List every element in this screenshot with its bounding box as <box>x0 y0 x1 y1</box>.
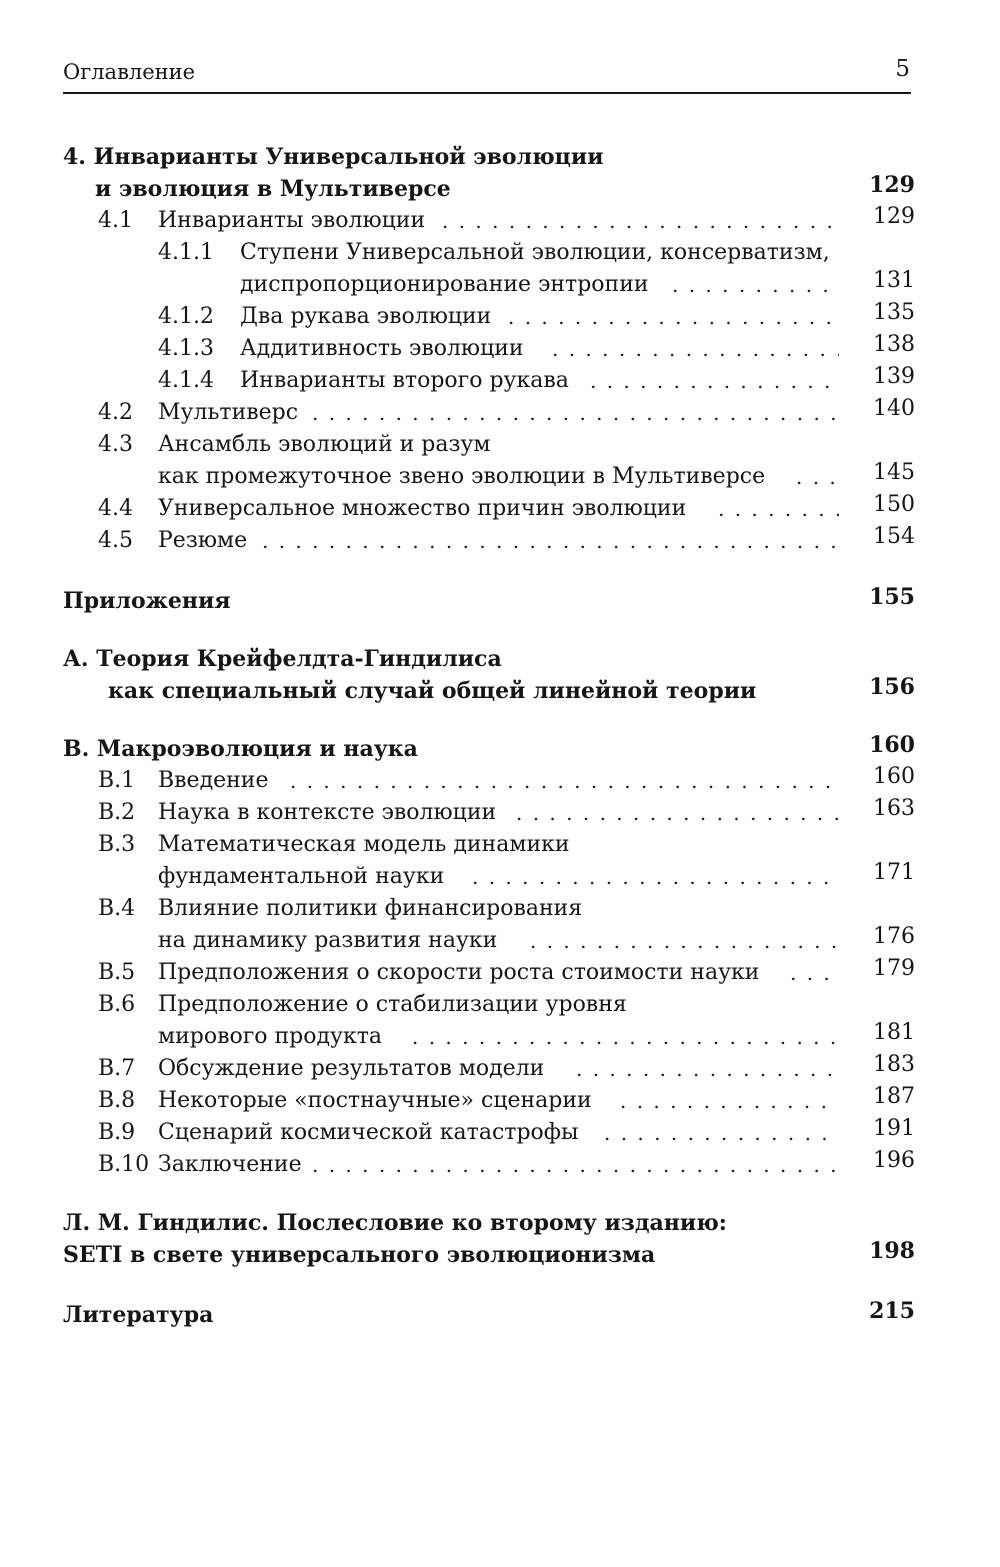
toc-b-8-leader <box>620 1086 839 1116</box>
toc-b-3-number: B.3 <box>98 832 136 857</box>
toc-4-4-page: 150 <box>873 492 915 517</box>
toc-4-1-4-leader <box>590 366 839 396</box>
toc-4-2-number: 4.2 <box>98 400 133 425</box>
literature-title: Литература <box>63 1302 214 1328</box>
toc-b-1-number: B.1 <box>98 768 136 793</box>
toc-4-1-1-title-line1: Ступени Универсальной эволюции, консерватизм, <box>240 240 830 265</box>
toc-4-1-page: 129 <box>873 204 915 229</box>
chapter-4-page: 129 <box>869 172 915 198</box>
toc-b-8-page: 187 <box>873 1084 915 1109</box>
appendix-b-title: B. Макроэволюция и наука <box>63 736 418 762</box>
toc-b-7-page: 183 <box>873 1052 915 1077</box>
toc-4-2-leader <box>312 398 839 428</box>
toc-b-1-title: Введение <box>158 768 269 793</box>
afterword-title-line1: Л. М. Гиндилис. Послесловие ко второму изданию: <box>63 1210 727 1236</box>
toc-4-1-2-page: 135 <box>873 300 915 325</box>
literature-page: 215 <box>869 1298 915 1324</box>
appendices-title: Приложения <box>63 588 231 614</box>
toc-4-1-1-page: 131 <box>873 268 915 293</box>
appendices-page: 155 <box>869 584 915 610</box>
running-header-page-number: 5 <box>895 56 910 82</box>
toc-b-8-number: B.8 <box>98 1088 136 1113</box>
toc-b-5-leader <box>790 958 839 988</box>
toc-b-10-page: 196 <box>873 1148 915 1173</box>
toc-4-1-3-number: 4.1.3 <box>158 336 214 361</box>
appendix-a-title-line1: А. Теория Крейфелдта-Гиндилиса <box>63 646 502 672</box>
toc-b-5-number: B.5 <box>98 960 136 985</box>
toc-b-2-number: B.2 <box>98 800 136 825</box>
toc-4-1-3-leader <box>552 334 839 364</box>
toc-4-3-page: 145 <box>873 460 915 485</box>
toc-4-2-title: Мультиверс <box>158 400 299 425</box>
toc-4-5-number: 4.5 <box>98 528 133 553</box>
toc-b-9-page: 191 <box>873 1116 915 1141</box>
toc-b-10-number: B.10 <box>98 1152 150 1177</box>
toc-b-6-title-line2: мирового продукта <box>158 1024 383 1049</box>
toc-b-4-leader <box>530 926 839 956</box>
toc-b-4-number: B.4 <box>98 896 136 921</box>
toc-b-2-page: 163 <box>873 796 915 821</box>
toc-b-3-title-line2: фундаментальной науки <box>158 864 445 889</box>
toc-4-1-1-title-line2: диспропорционирование энтропии <box>240 272 649 297</box>
toc-b-6-page: 181 <box>873 1020 915 1045</box>
afterword-title-line2: SETI в свете универсального эволюционизма <box>63 1242 656 1268</box>
toc-4-1-2-number: 4.1.2 <box>158 304 214 329</box>
toc-4-1-3-title: Аддитивность эволюции <box>240 336 524 361</box>
chapter-4-title-line2: и эволюция в Мультиверсе <box>95 176 451 202</box>
toc-b-10-title: Заключение <box>158 1152 302 1177</box>
toc-b-5-page: 179 <box>873 956 915 981</box>
appendix-b-page: 160 <box>869 732 915 758</box>
toc-b-3-leader <box>472 862 839 892</box>
toc-b-9-leader <box>604 1118 839 1148</box>
toc-4-1-1-leader <box>672 270 839 300</box>
toc-4-1-1-number: 4.1.1 <box>158 240 214 265</box>
toc-b-4-page: 176 <box>873 924 915 949</box>
chapter-4-title-line1: 4. Инварианты Универсальной эволюции <box>63 144 604 170</box>
header-rule <box>63 92 911 94</box>
toc-b-7-leader <box>576 1054 839 1084</box>
toc-4-4-number: 4.4 <box>98 496 133 521</box>
toc-4-3-title-line1: Ансамбль эволюций и разум <box>158 432 491 457</box>
toc-4-5-title: Резюме <box>158 528 248 553</box>
toc-b-7-number: B.7 <box>98 1056 136 1081</box>
toc-b-3-title-line1: Математическая модель динамики <box>158 832 570 857</box>
afterword-page: 198 <box>869 1238 915 1264</box>
toc-b-9-title: Сценарий космической катастрофы <box>158 1120 579 1145</box>
toc-b-2-title: Наука в контексте эволюции <box>158 800 497 825</box>
toc-b-6-leader <box>412 1022 839 1052</box>
toc-4-1-4-number: 4.1.4 <box>158 368 214 393</box>
toc-4-3-title-line2: как промежуточное звено эволюции в Мультиверсе <box>158 464 766 489</box>
toc-b-4-title-line1: Влияние политики финансирования <box>158 896 583 921</box>
toc-b-10-leader <box>312 1150 839 1180</box>
toc-4-2-page: 140 <box>873 396 915 421</box>
appendix-a-title-line2: как специальный случай общей линейной теории <box>108 678 757 704</box>
toc-4-4-leader <box>718 494 839 524</box>
appendix-a-page: 156 <box>869 674 915 700</box>
toc-b-8-title: Некоторые «постнаучные» сценарии <box>158 1088 592 1113</box>
toc-b-1-page: 160 <box>873 764 915 789</box>
toc-4-1-3-page: 138 <box>873 332 915 357</box>
toc-4-3-leader <box>796 462 839 492</box>
toc-b-5-title: Предположения о скорости роста стоимости науки <box>158 960 760 985</box>
toc-b-6-number: B.6 <box>98 992 136 1017</box>
toc-b-7-title: Обсуждение результатов модели <box>158 1056 545 1081</box>
running-header <box>63 58 910 88</box>
running-header-title: Оглавление <box>63 60 196 84</box>
toc-4-1-number: 4.1 <box>98 208 133 233</box>
toc-b-3-page: 171 <box>873 860 915 885</box>
toc-4-1-leader <box>442 206 839 236</box>
toc-b-4-title-line2: на динамику развития науки <box>158 928 498 953</box>
toc-b-2-leader <box>516 798 839 828</box>
toc-b-9-number: B.9 <box>98 1120 136 1145</box>
toc-4-3-number: 4.3 <box>98 432 133 457</box>
toc-4-1-4-title: Инварианты второго рукава <box>240 368 569 393</box>
toc-4-1-title: Инварианты эволюции <box>158 208 426 233</box>
toc-b-1-leader <box>290 766 839 796</box>
toc-b-6-title-line1: Предположение о стабилизации уровня <box>158 992 627 1017</box>
toc-4-5-leader <box>262 526 839 556</box>
toc-4-1-2-leader <box>508 302 839 332</box>
toc-4-1-4-page: 139 <box>873 364 915 389</box>
toc-4-4-title: Универсальное множество причин эволюции <box>158 496 687 521</box>
toc-4-1-2-title: Два рукава эволюции <box>240 304 492 329</box>
toc-4-5-page: 154 <box>873 524 915 549</box>
